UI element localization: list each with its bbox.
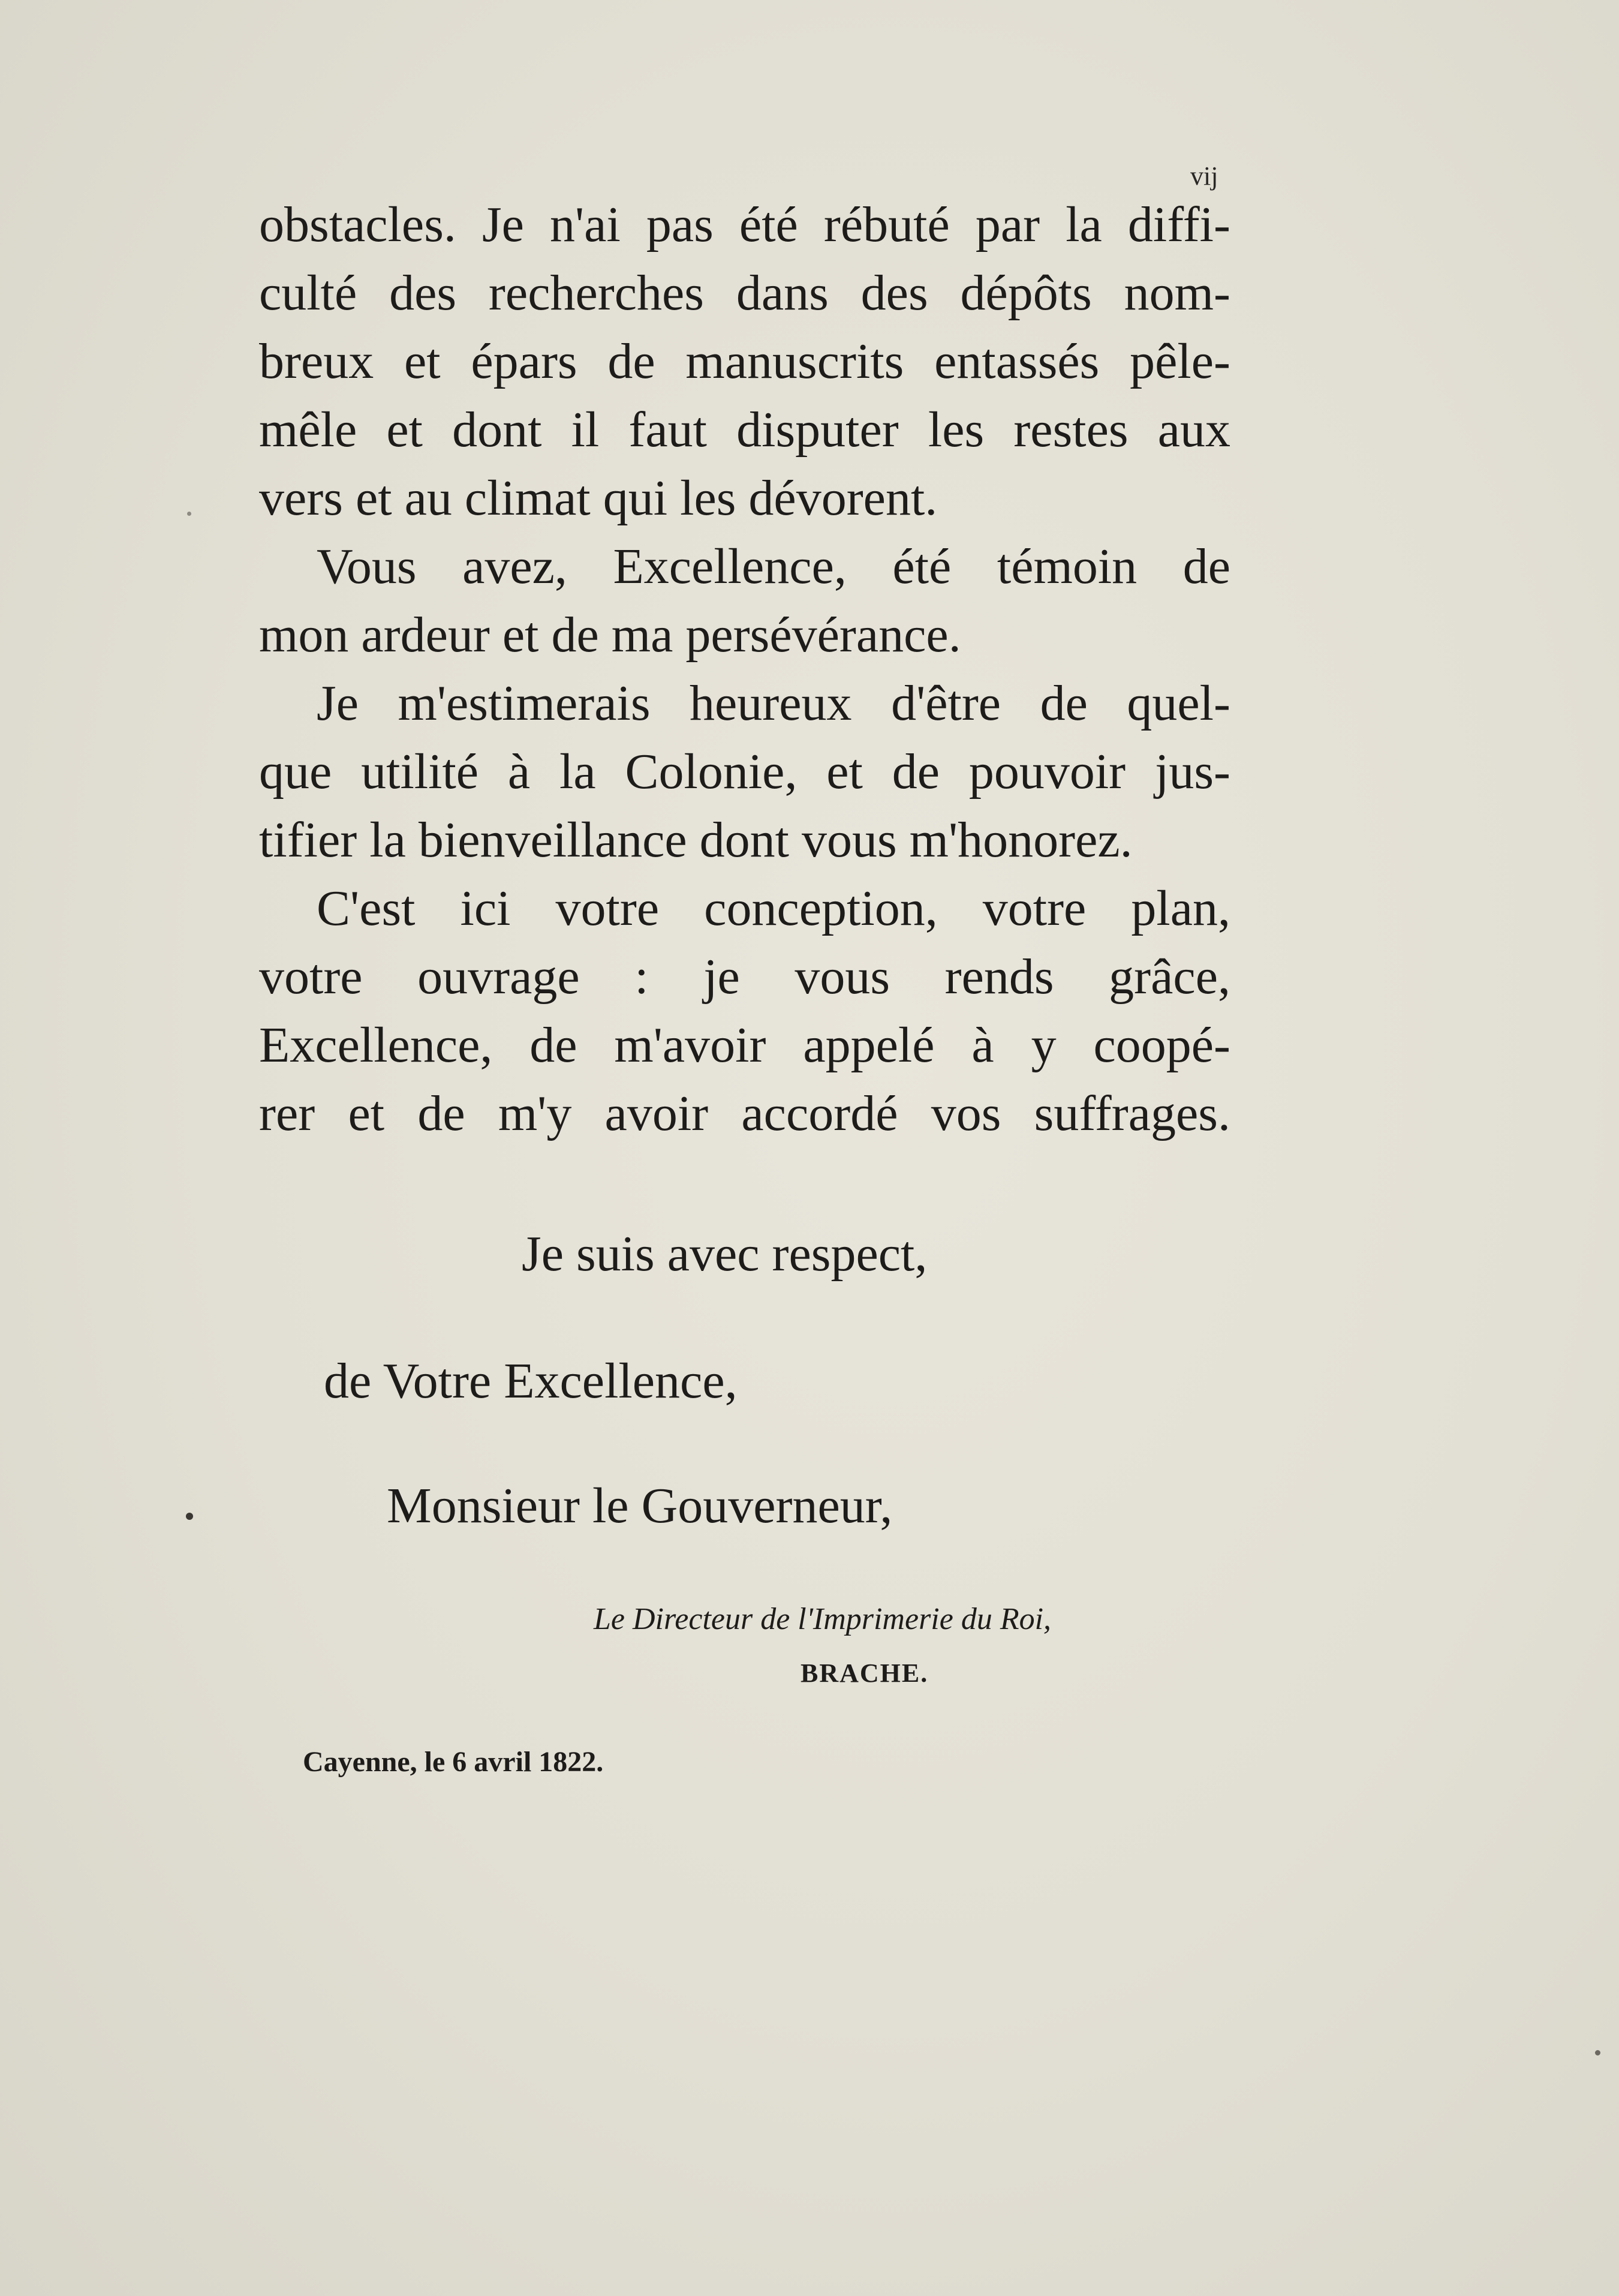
text-line: culté des recherches dans des dépôts nom-	[259, 265, 1230, 321]
text-line: Je m'estimerais heureux d'être de quel-	[317, 675, 1230, 731]
dateline: Cayenne, le 6 avril 1822.	[303, 1746, 604, 1778]
paragraph-2	[259, 533, 1230, 669]
closing-excellence: de Votre Excellence,	[324, 1353, 738, 1409]
text-line: breux et épars de manuscrits entassés pêle-	[259, 333, 1230, 389]
ink-speck	[1595, 2050, 1600, 2055]
paragraph-3	[259, 669, 1230, 874]
signature-title: Le Directeur de l'Imprimerie du Roi,	[594, 1602, 1052, 1636]
text-line: Vous avez, Excellence, été témoin de	[317, 539, 1230, 594]
text-line: vers et au climat qui les dévorent.	[259, 470, 938, 526]
text-line: votre ouvrage : je vous rends grâce,	[259, 949, 1230, 1005]
text-line: obstacles. Je n'ai pas été rébuté par la diffi-	[259, 197, 1230, 253]
paragraph-4	[259, 874, 1230, 1148]
closing-governor: Monsieur le Gouverneur,	[387, 1478, 893, 1534]
page-number: vij	[1190, 161, 1218, 191]
signature-name: BRACHE.	[801, 1658, 929, 1688]
text-line: C'est ici votre conception, votre plan,	[317, 880, 1230, 936]
text-line: Excellence, de m'avoir appelé à y coopé-	[259, 1017, 1230, 1073]
text-line: mêle et dont il faut disputer les restes aux	[259, 402, 1230, 458]
paragraph-1	[259, 191, 1230, 533]
text-line: tifier la bienveillance dont vous m'honorez.	[259, 812, 1133, 868]
closing-respect: Je suis avec respect,	[522, 1226, 928, 1282]
letter-body	[259, 191, 1230, 1148]
ink-speck	[187, 512, 191, 516]
ink-speck	[186, 1513, 193, 1520]
text-line: mon ardeur et de ma persévérance.	[259, 607, 961, 663]
text-line: rer et de m'y avoir accordé vos suffrages.	[259, 1086, 1230, 1141]
text-line: que utilité à la Colonie, et de pouvoir jus-	[259, 744, 1230, 800]
